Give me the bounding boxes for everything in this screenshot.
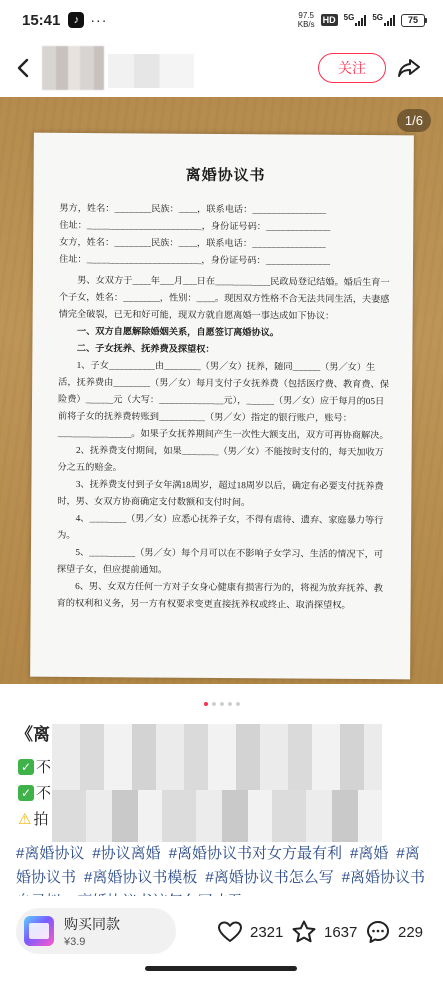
status-time: 15:41 <box>22 11 61 29</box>
avatar[interactable] <box>42 46 104 90</box>
status-right <box>298 11 427 29</box>
status-more-icon: ··· <box>90 12 108 28</box>
description-line <box>18 756 51 777</box>
document-item: 2、抚养费支付期间，如果________（男／女）不能按时支付的，每天加收万分之五的赔金。 <box>57 444 384 473</box>
favorite-button[interactable] <box>290 918 357 946</box>
carousel-dots <box>0 702 443 706</box>
post-title: 《离 <box>16 725 50 744</box>
hashtag-list <box>16 842 426 898</box>
home-indicator[interactable] <box>145 966 297 971</box>
warning-icon: ⚠ <box>18 810 32 828</box>
document-line: 住址：_________________________，身份证号码：______________ <box>59 219 331 232</box>
favorite-count: 1637 <box>324 923 358 941</box>
comment-count: 229 <box>398 923 424 941</box>
heart-icon <box>216 918 244 946</box>
follow-button[interactable]: 关注 <box>318 53 386 83</box>
page-counter: 1/6 <box>397 109 431 132</box>
battery-level: 75 <box>401 14 425 27</box>
check-mark-icon: ✓ <box>18 759 34 775</box>
document-line: 住址：_________________________，身份证号码：______________ <box>58 253 331 266</box>
document-paragraph: 男、女双方于____年___月___日在____________民政局登记结婚。婚后生育一个子女，姓名：________，性别：____。现因双方性格不合无法共同生活，夫妻感情完全破裂，已无和好可能，现双方就自愿离婚一事达成如下协议： <box>58 274 390 321</box>
document-item: 5、__________（男／女）每个月可以在不影响子女学习、生活的情况下，可探望子女，但应提前通知。 <box>56 546 384 575</box>
carousel-dot[interactable] <box>220 702 224 706</box>
document-item: 3、抚养费支付到子女年满18周岁，超过18周岁以后，确定有必要支付抚养费时，男、女双方协商确定支付数额和支付时间。 <box>57 478 384 508</box>
battery-icon <box>401 14 427 27</box>
check-mark-icon: ✓ <box>18 785 34 801</box>
like-button[interactable] <box>216 918 283 946</box>
document-paper <box>30 133 414 680</box>
hd-badge: HD <box>322 15 336 25</box>
network-speed <box>298 11 315 29</box>
document-heading: 一、双方自愿解除婚姻关系，自愿签订离婚协议。 <box>76 325 280 338</box>
document-item: 1、子女__________由________（男／女）抚养，随同______（男／女）生活，抚养费由________（男／女）每月支付子女抚养费（包括医疗费、教育费、保险费）______元（大写：______________元），______（男／女）应于每月的05日前将子女的抚养费转账到__________（男／女）指定的银行账户，账号：________________。如果子女抚养期间产生一次性大额支出，双方可再协商解决。 <box>57 359 389 441</box>
tiktok-app-icon: ♪ <box>68 12 84 28</box>
bottom-bar <box>0 896 443 966</box>
carousel-dot[interactable] <box>236 702 240 706</box>
document-line: 男方，姓名：________民族：____，联系电话：________________ <box>59 202 326 215</box>
network-speed-value: 97.5 <box>298 11 314 20</box>
hashtag-link[interactable]: #离婚协议书模板 <box>84 869 198 886</box>
network-speed-unit: KB/s <box>297 20 315 29</box>
description-text: 不 <box>36 759 52 776</box>
document-title: 离婚协议书 <box>185 167 266 185</box>
carousel-dot[interactable] <box>228 702 232 706</box>
hashtag-link[interactable]: #离婚协议 <box>16 845 85 862</box>
document-item: 6、男、女双方任何一方对子女身心健康有损害行为的，将视为放弃抚养、教育的权利和义务，另一方有权要求变更直接抚养权或终止、取消探望权。 <box>56 580 383 610</box>
header <box>0 40 443 96</box>
buy-label: 购买同款 <box>64 916 120 932</box>
status-bar <box>0 0 443 40</box>
post-image[interactable] <box>0 97 443 684</box>
hashtag-link[interactable]: #离婚协议书对女方最有利 <box>168 845 343 862</box>
hashtag-link[interactable]: #离婚协议书 <box>341 869 426 886</box>
comment-bubble-icon <box>364 918 392 946</box>
signal-bars-icon <box>355 14 366 26</box>
document-heading: 二、子女抚养、抚养费及探望权： <box>76 342 215 354</box>
like-count: 2321 <box>250 923 284 941</box>
buy-same-button[interactable] <box>16 908 176 954</box>
network-type-1: 5G <box>343 12 355 22</box>
carousel-dot[interactable] <box>204 702 208 706</box>
hashtag-link[interactable]: #离婚 <box>350 845 389 862</box>
description-text: 拍 <box>33 811 49 828</box>
blurred-description <box>52 790 382 842</box>
hashtag-link[interactable]: #离婚协议书怎么写 <box>205 869 334 886</box>
signal-bars-icon <box>384 14 395 26</box>
star-icon <box>290 918 318 946</box>
author-name[interactable] <box>108 54 194 88</box>
share-icon[interactable] <box>396 55 422 81</box>
description-line <box>18 808 48 829</box>
network-type-2: 5G <box>372 12 383 22</box>
buy-price: ¥3.9 <box>64 936 86 948</box>
description-text: 不 <box>36 785 52 802</box>
hashtag-link[interactable]: #协议离婚 <box>92 845 161 862</box>
comment-button[interactable] <box>364 918 423 946</box>
signal-2 <box>372 13 395 28</box>
hashtag-link[interactable]: #离婚协议书 <box>16 845 420 886</box>
carousel-dot[interactable] <box>212 702 216 706</box>
document-item: 4、________（男／女）应悉心抚养子女，不得有虐待、遗弃、家庭暴力等行为。 <box>57 512 384 540</box>
document-line: 女方，姓名：________民族：____，联系电话：________________ <box>59 236 326 249</box>
signal-1 <box>344 13 367 28</box>
back-arrow-icon[interactable] <box>10 54 38 82</box>
product-thumbnail <box>24 916 54 946</box>
description-line <box>18 782 51 803</box>
